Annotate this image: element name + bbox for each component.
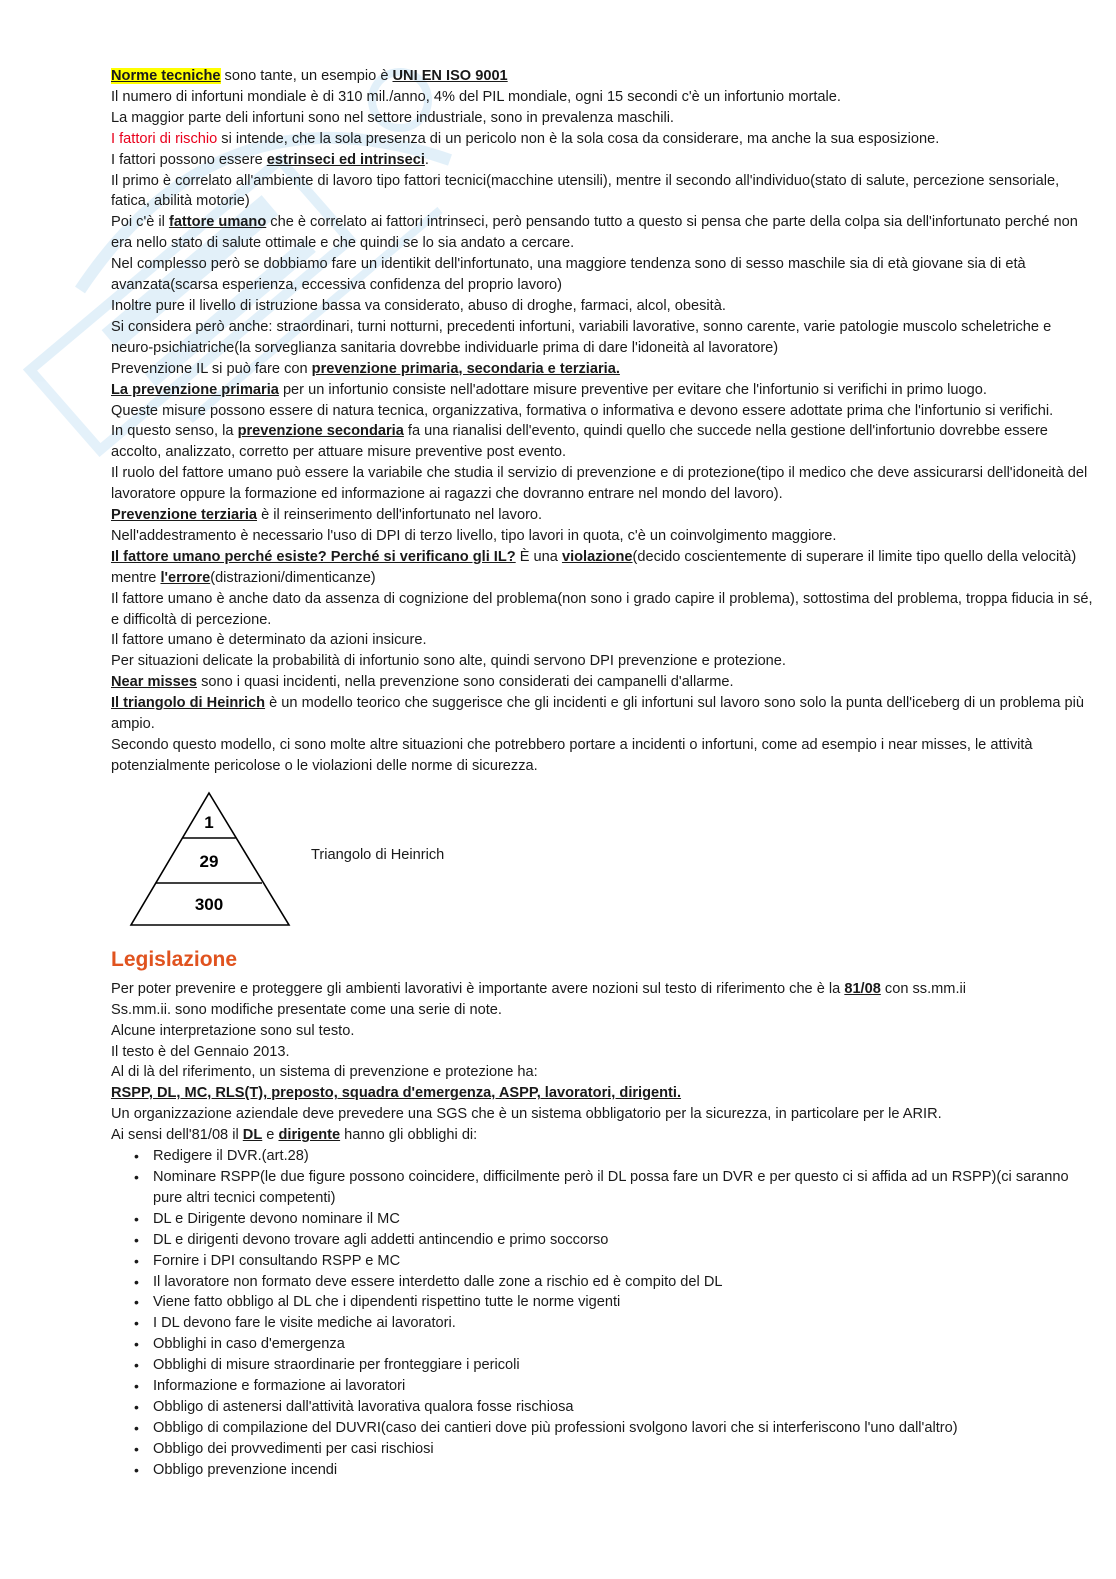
- list-item: • Obblighi in caso d'emergenza: [153, 1334, 1096, 1355]
- paragraph: I fattori possono essere estrinseci ed intrinseci.: [111, 151, 429, 168]
- paragraph: Al di là del riferimento, un sistema di prevenzione e protezione ha:: [111, 1064, 538, 1081]
- red-term: I fattori di rischio: [111, 130, 218, 147]
- heinrich-figure: [111, 783, 1096, 943]
- list-item: • Viene fatto obbligo al DL che i dipendenti rispettino tutte le norme vigenti: [153, 1292, 1096, 1313]
- paragraph: Prevenzione IL si può fare con prevenzione primaria, secondaria e terziaria.: [111, 360, 620, 377]
- list-item: • Obbligo dei provvedimenti per casi rischiosi: [153, 1439, 1096, 1460]
- paragraph: Poi c'è il fattore umano che è correlato ai fattori intrinseci, però pensando tutto a questo si pensa che parte della colpa sia dell'infortunato perché non era nello stato di salute ottimale e che quindi se lo sia andato a cercare.: [111, 214, 1078, 252]
- paragraph: Il fattore umano è anche dato da assenza di cognizione del problema(non sono i grado capire il problema), sottostima del problema, troppa fiducia in sé, e difficoltà di percezione.: [111, 590, 1093, 628]
- paragraph: Il triangolo di Heinrich è un modello teorico che suggerisce che gli incidenti e gli infortuni sul lavoro sono solo la punta dell'iceberg di un problema più ampio.: [111, 695, 1084, 733]
- paragraph: Si considera però anche: straordinari, turni notturni, precedenti infortuni, variabili lavorative, sonno carente, varie patologie muscolo scheletriche e neuro-psichiatriche(la sorveglianza sanitaria dovrebbe individuarle prima di dare l'idoneità al lavoratore): [111, 318, 1052, 356]
- paragraph: Alcune interpretazione sono sul testo.: [111, 1022, 355, 1039]
- paragraph: Il fattore umano perché esiste? Perché si verificano gli IL? È una violazione(decido coscientemente di superare il limite tipo quello della velocità) mentre l'errore(distrazioni/dimenticanze): [111, 548, 1077, 586]
- paragraph: Norme tecniche sono tante, un esempio è UNI EN ISO 9001: [111, 68, 508, 84]
- paragraph: La maggior parte deli infortuni sono nel settore industriale, sono in prevalenza maschili.: [111, 109, 674, 126]
- paragraph: Il fattore umano è determinato da azioni insicure.: [111, 632, 427, 649]
- heinrich-triangle: [129, 791, 293, 927]
- list-item: • Obblighi di misure straordinarie per fronteggiare i pericoli: [153, 1355, 1096, 1376]
- list-item: • DL e dirigenti devono trovare agli addetti antincendio e primo soccorso: [153, 1230, 1096, 1251]
- paragraph: Inoltre pure il livello di istruzione bassa va considerato, abuso di droghe, farmaci, alcol, obesità.: [111, 297, 726, 314]
- list-item: • Redigere il DVR.(art.28): [153, 1146, 1096, 1167]
- paragraph: Prevenzione terziaria è il reinserimento dell'infortunato nel lavoro.: [111, 507, 543, 524]
- triangle-bottom-label: 300: [194, 894, 224, 914]
- paragraph: Il ruolo del fattore umano può essere la variabile che studia il servizio di prevenzione e di protezione(tipo il medico che deve assicurarsi dell'idoneità del lavoratore oppure la formazione ed informazione ai ragazzi che dovranno entrare nel mondo del lavoro).: [111, 465, 1088, 503]
- list-item: • DL e Dirigente devono nominare il MC: [153, 1209, 1096, 1230]
- paragraph: Il testo è del Gennaio 2013.: [111, 1043, 290, 1060]
- paragraph: Nell'addestramento è necessario l'uso di DPI di terzo livello, tipo lavori in quota, c'è un coinvolgimento maggiore.: [111, 527, 837, 544]
- list-item: • I DL devono fare le visite mediche ai lavoratori.: [153, 1313, 1096, 1334]
- paragraph: Per situazioni delicate la probabilità di infortunio sono alte, quindi servono DPI prevenzione e protezione.: [111, 653, 786, 670]
- paragraph: Il numero di infortuni mondiale è di 310 mil./anno, 4% del PIL mondiale, ogni 15 secondi c'è un infortunio mortale.: [111, 88, 841, 105]
- document-page: [111, 66, 1096, 1481]
- obligations-list: [111, 1146, 1096, 1481]
- section-heading: Legislazione: [111, 947, 238, 971]
- list-item: • Nominare RSPP(le due figure possono coincidere, difficilmente però il DL possa fare un DVR e per questo ci si affida ad un RSPP)(ci saranno pure altri tecnici competenti): [153, 1167, 1096, 1209]
- list-item: • Obbligo di astenersi dall'attività lavorativa qualora fosse rischiosa: [153, 1397, 1096, 1418]
- list-item: • Fornire i DPI consultando RSPP e MC: [153, 1251, 1096, 1272]
- paragraph: Un organizzazione aziendale deve prevedere una SGS che è un sistema obbligatorio per la sicurezza, in particolare per le ARIR.: [111, 1106, 942, 1123]
- paragraph: Ss.mm.ii. sono modifiche presentate come una serie di note.: [111, 1001, 502, 1018]
- paragraph: Per poter prevenire e proteggere gli ambienti lavorativi è importante avere nozioni sul testo di riferimento che è la 81/08 con ss.mm.ii: [111, 980, 966, 997]
- paragraph: Queste misure possono essere di natura tecnica, organizzativa, formativa o informativa e devono essere adottate prima che l'infortunio si verifichi.: [111, 402, 1054, 419]
- list-item: • Obbligo prevenzione incendi: [153, 1460, 1096, 1481]
- list-item: • Informazione e formazione ai lavoratori: [153, 1376, 1096, 1397]
- list-item: • Il lavoratore non formato deve essere interdetto dalle zone a rischio ed è compito del DL: [153, 1272, 1096, 1293]
- paragraph: Il primo è correlato all'ambiente di lavoro tipo fattori tecnici(macchine utensili), mentre il secondo all'individuo(stato di salute, percezione sensoriale, fatica, abilità motorie): [111, 172, 1060, 210]
- paragraph: Ai sensi dell'81/08 il DL e dirigente hanno gli obblighi di:: [111, 1127, 478, 1144]
- paragraph: Secondo questo modello, ci sono molte altre situazioni che potrebbero portare a incidenti o infortuni, come ad esempio i near misses, le attività potenzialmente pericolose o le violazioni delle norme di sicurezza.: [111, 737, 1033, 774]
- paragraph: La prevenzione primaria per un infortunio consiste nell'adottare misure preventive per evitare che l'infortunio si verifichi in primo luogo.: [111, 381, 987, 398]
- paragraph: I fattori di rischio si intende, che la sola presenza di un pericolo non è la sola cosa da considerare, ma anche la sua esposizione.: [111, 130, 940, 147]
- paragraph: Near misses sono i quasi incidenti, nella prevenzione sono considerati dei campanelli d'allarme.: [111, 674, 734, 691]
- paragraph: RSPP, DL, MC, RLS(T), preposto, squadra d'emergenza, ASPP, lavoratori, dirigenti.: [111, 1085, 682, 1102]
- triangle-top-label: 1: [204, 812, 214, 832]
- paragraph: In questo senso, la prevenzione secondaria fa una rianalisi dell'evento, quindi quello che succede nella gestione dell'infortunio dovrebbe essere accolto, analizzato, corretto per attuare misure preventive post evento.: [111, 423, 1048, 461]
- list-item: • Obbligo di compilazione del DUVRI(caso dei cantieri dove più professioni svolgono lavori che si interferiscono l'uno dall'altro): [153, 1418, 1096, 1439]
- figure-caption: Triangolo di Heinrich: [311, 846, 445, 863]
- triangle-middle-label: 29: [199, 851, 219, 871]
- highlighted-term: Norme tecniche: [111, 68, 221, 84]
- paragraph: Nel complesso però se dobbiamo fare un identikit dell'infortunato, una maggiore tendenza sono di sesso maschile sia di età giovane sia di età avanzata(scarsa esperienza, eccessiva confidenza del proprio lavoro): [111, 256, 1026, 294]
